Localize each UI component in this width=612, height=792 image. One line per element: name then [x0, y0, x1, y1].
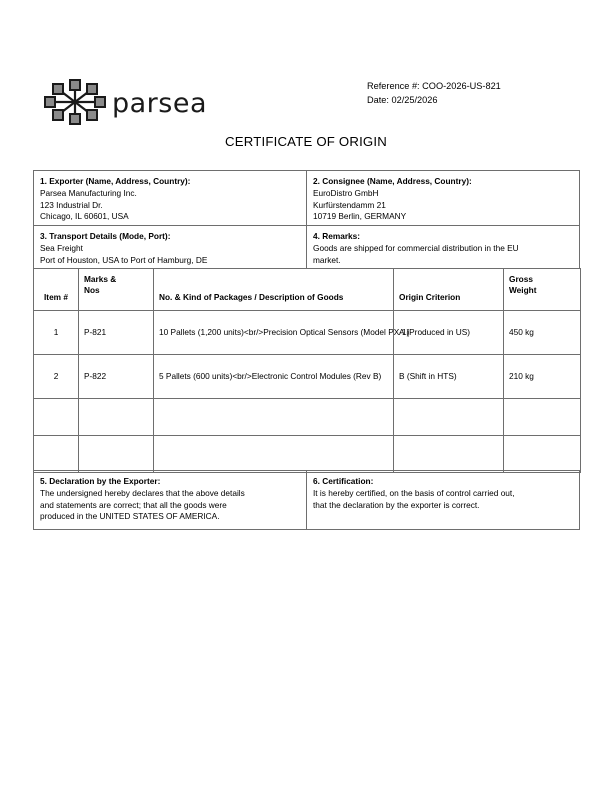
exporter-street: 123 Industrial Dr. [40, 199, 103, 210]
column-header-marks [79, 269, 154, 311]
cell-description [154, 311, 410, 355]
cell-item: 2 [34, 355, 79, 399]
remarks-line-2: market. [313, 254, 341, 265]
cell-weight: 450 kg [504, 311, 581, 355]
exporter-name: Parsea Manufacturing Inc. [40, 188, 137, 199]
exporter-box [33, 170, 307, 226]
cell-criterion [394, 436, 504, 473]
cell-description-text: 5 Pallets (600 units)<br/>Electronic Control Modules (Rev B) [159, 370, 382, 381]
table-row [34, 311, 581, 355]
remarks-box [306, 225, 580, 269]
consignee-street: Kurfürstendamm 21 [313, 199, 386, 210]
consignee-box [306, 170, 580, 226]
table-row [34, 355, 581, 399]
cell-description [154, 355, 394, 399]
column-header-criterion: Origin Criterion [394, 269, 504, 311]
column-header-weight [504, 269, 581, 311]
cell-item: 1 [34, 311, 79, 355]
column-header-item: Item # [34, 269, 79, 311]
column-header-marks-line2: Nos [84, 285, 100, 296]
cell-criterion [394, 311, 504, 355]
cell-criterion-text: B (Shift in HTS) [399, 370, 457, 381]
certification-box [306, 470, 580, 530]
transport-heading: 3. Transport Details (Mode, Port): [40, 231, 171, 241]
cell-marks: P-822 [79, 355, 154, 399]
cell-criterion [394, 399, 504, 436]
goods-table-header [34, 269, 581, 311]
document-reference-block [367, 80, 501, 107]
cell-weight: 210 kg [504, 355, 581, 399]
column-header-weight-line1: Gross [509, 274, 533, 284]
cell-marks [79, 399, 154, 436]
declaration-heading: 5. Declaration by the Exporter: [40, 476, 161, 486]
cell-marks: P-821 [79, 311, 154, 355]
goods-table-body [34, 311, 581, 473]
transport-details-box [33, 225, 307, 269]
cell-description [154, 436, 394, 473]
declaration-line-3: produced in the UNITED STATES OF AMERICA. [40, 511, 220, 522]
exporter-heading: 1. Exporter (Name, Address, Country): [40, 176, 191, 186]
transport-route: Port of Houston, USA to Port of Hamburg, DE [40, 254, 208, 265]
certification-heading: 6. Certification: [313, 476, 374, 486]
consignee-city: 10719 Berlin, GERMANY [313, 211, 407, 222]
goods-header-row [34, 269, 581, 311]
certification-line-1: It is hereby certified, on the basis of control carried out, [313, 488, 515, 499]
cell-weight [504, 399, 581, 436]
page-title: CERTIFICATE OF ORIGIN [225, 134, 387, 149]
cell-criterion-text: A (Produced in US) [399, 326, 471, 337]
consignee-name: EuroDistro GmbH [313, 188, 379, 199]
table-row [34, 436, 581, 473]
exporter-city: Chicago, IL 60601, USA [40, 211, 129, 222]
reference-number: Reference #: COO-2026-US-821 [367, 81, 501, 91]
declaration-box [33, 470, 307, 530]
consignee-heading: 2. Consignee (Name, Address, Country): [313, 176, 472, 186]
remarks-heading: 4. Remarks: [313, 231, 361, 241]
document-date: Date: 02/25/2026 [367, 94, 438, 105]
declaration-line-1: The undersigned hereby declares that the above details [40, 488, 245, 499]
cell-description-text: 10 Pallets (1,200 units)<br/>Precision Optical Sensors (Model PX-1) [159, 326, 410, 337]
certification-line-2: that the declaration by the exporter is correct. [313, 499, 480, 510]
cell-item [34, 436, 79, 473]
brand-name: parsea [112, 87, 208, 119]
cell-marks [79, 436, 154, 473]
goods-table [33, 268, 581, 473]
column-header-weight-line2: Weight [509, 285, 537, 296]
column-header-marks-line1: Marks & [84, 274, 117, 284]
transport-mode: Sea Freight [40, 243, 83, 254]
table-row [34, 399, 581, 436]
network-node-hub-icon [44, 78, 106, 126]
cell-weight [504, 436, 581, 473]
brand-logo [44, 78, 207, 126]
remarks-line-1: Goods are shipped for commercial distribution in the EU [313, 243, 519, 254]
declaration-line-2: and statements are correct; that all the goods were [40, 499, 227, 510]
cell-criterion [394, 355, 504, 399]
cell-description [154, 399, 394, 436]
cell-item [34, 399, 79, 436]
column-header-description: No. & Kind of Packages / Description of Goods [154, 269, 394, 311]
